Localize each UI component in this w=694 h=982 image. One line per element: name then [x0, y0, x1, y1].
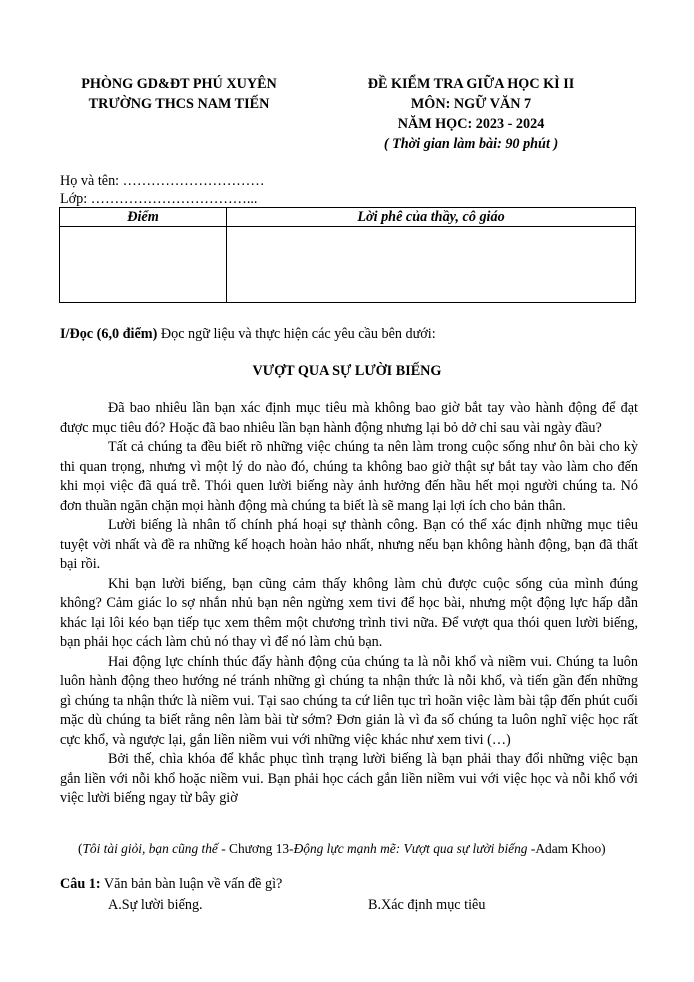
passage-paragraph: Tất cả chúng ta đều biết rõ những việc chúng ta nên làm trong cuộc sống như ôn bài cho kỳ thi quan trọng, nhưng vì một lý do nào đó, chúng ta không bao giờ thật sự bắt tay vào làm cho đến khi mọi việc đã quá trễ. Thói quen lười biếng này ảnh hưởng đến hầu hết mọi người chúng ta. Nó đơn thuần ngăn chặn mọi hành động mà chúng ta biết là sẽ mang lại lợi ích cho bản thân. [60, 439, 638, 514]
exam-header [340, 74, 602, 154]
score-header: Điểm [60, 208, 227, 227]
question-1-label: Câu 1: [60, 876, 101, 892]
question-1-option-a[interactable]: A.Sự lười biếng. [108, 897, 203, 913]
score-cell [60, 227, 227, 303]
school-header [68, 74, 290, 114]
exam-time: ( Thời gian làm bài: 90 phút ) [383, 136, 559, 152]
exam-subject: MÔN: NGỮ VĂN 7 [410, 96, 532, 112]
student-name-line[interactable]: Họ và tên: ………………………… [60, 173, 265, 189]
exam-title: ĐỀ KIỂM TRA GIỮA HỌC KÌ II [367, 76, 575, 92]
source-author: -Adam Khoo) [527, 841, 606, 856]
question-1-text: Văn bản bàn luận về vấn đề gì? [100, 876, 283, 892]
passage-paragraph: Đã bao nhiêu lần bạn xác định mục tiêu mà không bao giờ bắt tay vào hành động để đạt được mục tiêu đó? Hoặc đã bao nhiêu lần bạn hành động nhưng lại bỏ dở chỉ sau vài ngày đầu? [60, 400, 638, 436]
source-chapter: - Chương 13- [217, 841, 294, 856]
grade-table [59, 207, 636, 303]
source-open: ( [78, 841, 83, 856]
student-class-line[interactable]: Lớp: ……………………………... [60, 191, 258, 207]
section-label: I/Đọc (6,0 điểm) [60, 326, 158, 342]
department-name: PHÒNG GD&ĐT PHÚ XUYÊN [81, 76, 277, 92]
passage-paragraph: Hai động lực chính thúc đẩy hành động của chúng ta là nỗi khổ và niềm vui. Chúng ta luôn luôn hành động theo hướng né tránh những gì chúng ta nhận thức là nỗi khổ, và tiến gần đến những gì chúng ta nhận thức là niềm vui. Tại sao chúng ta cứ liên tục trì hoãn việc làm bài tập đến phút cuối mặc dù chúng ta biết rằng nên làm bài từ sớm? Đơn giản là vì đa số chúng ta luôn nghĩ việc học rất cực khổ, và ngược lại, gắn liền niềm vui với những việc khác như xem tivi (…) [60, 653, 638, 748]
school-name: TRƯỜNG THCS NAM TIẾN [88, 96, 270, 112]
passage-title: VƯỢT QUA SỰ LƯỜI BIẾNG [252, 363, 442, 379]
reading-section-heading [60, 325, 436, 343]
comment-header: Lời phê của thầy, cô giáo [227, 208, 636, 227]
comment-cell [227, 227, 636, 303]
passage-body [60, 399, 638, 809]
question-1 [60, 876, 282, 893]
passage-paragraph: Bởi thế, chìa khóa để khắc phục tình trạng lười biếng là bạn phải thay đổi những việc bạn gắn liền với nỗi khổ hoặc niềm vui. Bạn phải học cách gắn liền niềm vui với việc học và nỗi khổ với việc lười biếng ngay từ bây giờ [60, 751, 638, 806]
passage-paragraph: Khi bạn lười biếng, bạn cũng cảm thấy không làm chủ được cuộc sống của mình đúng không? Cảm giác lo sợ nhắn nhủ bạn nên ngừng xem tivi để học bài, nhưng một động lực hấp dẫn khác lại lôi kéo bạn tiếp tục xem thêm một chương trình tivi nữa. Để vượt qua thói quen lười biếng, bạn phải học cách làm chủ nó thay vì để nó làm chủ bạn. [60, 575, 638, 650]
passage-source [78, 841, 606, 857]
section-instruction: Đọc ngữ liệu và thực hiện các yêu cầu bên dưới: [157, 326, 436, 342]
question-1-option-b[interactable]: B.Xác định mục tiêu [368, 897, 486, 913]
passage-paragraph: Lười biếng là nhân tố chính phá hoại sự thành công. Bạn có thể xác định những mục tiêu tuyệt vời nhất và đề ra những kế hoạch hoàn hảo nhất, nhưng nếu bạn không hành động, bạn đã thất bại rồi. [60, 517, 638, 572]
source-chapter-title: Động lực mạnh mẽ: Vượt qua sự lười biếng [293, 841, 528, 856]
source-book: Tôi tài giỏi, bạn cũng thế [82, 841, 218, 856]
exam-year: NĂM HỌC: 2023 - 2024 [397, 116, 545, 132]
